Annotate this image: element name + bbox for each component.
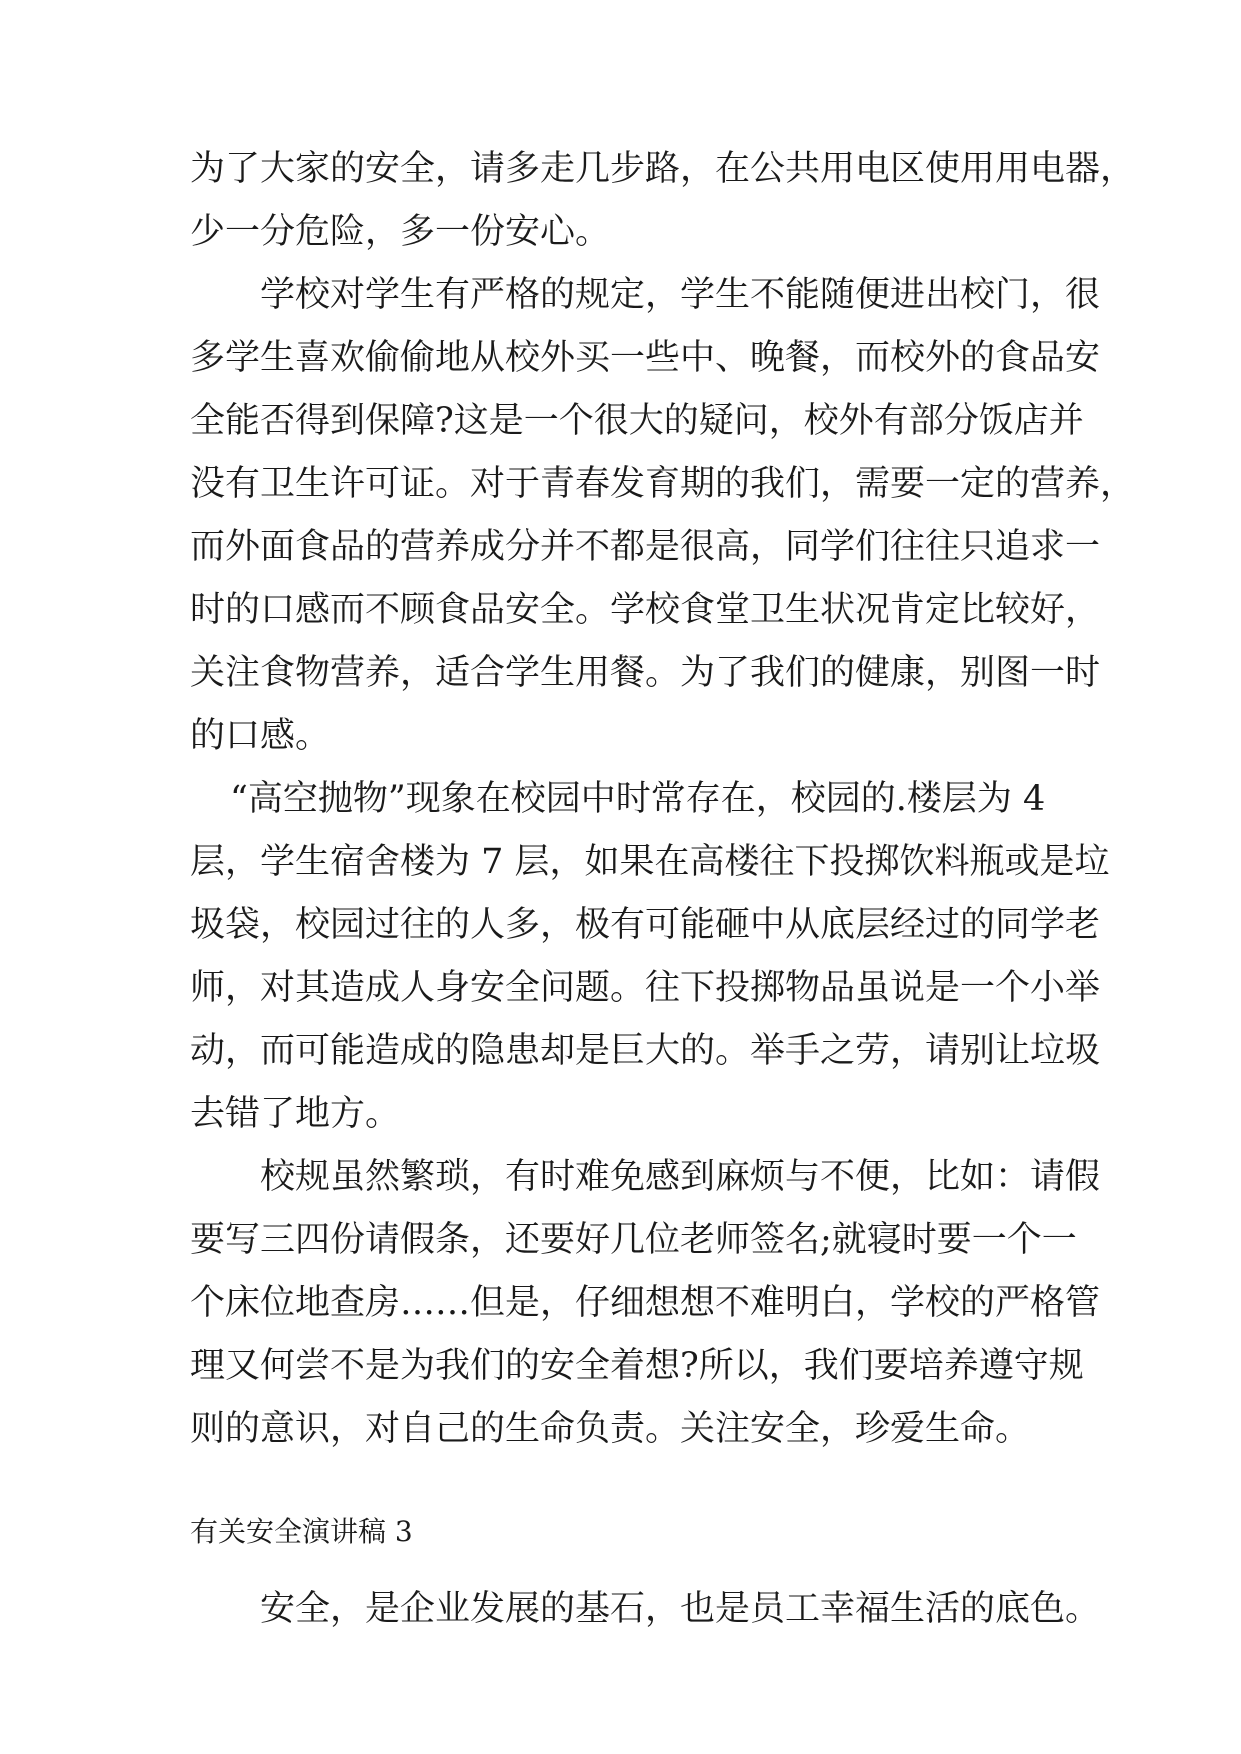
paragraph-line: 学校对学生有严格的规定，学生不能随便进出校门，很 xyxy=(260,275,1101,315)
paragraph-line: 圾袋，校园过往的人多，极有可能砸中从底层经过的同学老 xyxy=(190,905,1101,945)
paragraph-line: 为了大家的安全，请多走几步路，在公共用电区使用用电器， xyxy=(190,149,1136,189)
paragraph-line: 多学生喜欢偷偷地从校外买一些中、晚餐，而校外的食品安 xyxy=(190,338,1101,378)
paragraph-line: 去错了地方。 xyxy=(190,1094,401,1134)
paragraph-1 xyxy=(190,138,1136,264)
paragraph-line: 的口感。 xyxy=(190,716,331,756)
paragraph-line: 理又何尝不是为我们的安全着想?所以，我们要培养遵守规 xyxy=(190,1346,1084,1386)
section-title: 有关安全演讲稿 3 xyxy=(190,1515,413,1548)
paragraph-line: 全能否得到保障?这是一个很大的疑问，校外有部分饭店并 xyxy=(190,401,1084,441)
paragraph-line: 则的意识，对自己的生命负责。关注安全，珍爱生命。 xyxy=(190,1409,1031,1449)
paragraph-line: 动，而可能造成的隐患却是巨大的。举手之劳，请别让垃圾 xyxy=(190,1031,1101,1071)
paragraph-line: 少一分危险，多一份安心。 xyxy=(190,212,611,252)
paragraph-5 xyxy=(190,1578,1101,1641)
paragraph-line: 校规虽然繁琐，有时难免感到麻烦与不便，比如：请假 xyxy=(260,1157,1101,1197)
paragraph-line: 师，对其造成人身安全问题。往下投掷物品虽说是一个小举 xyxy=(190,968,1101,1008)
paragraph-line: 没有卫生许可证。对于青春发育期的我们，需要一定的营养， xyxy=(190,464,1136,504)
paragraph-line: “高空抛物”现象在校园中时常存在，校园的.楼层为 4 xyxy=(230,779,1046,819)
paragraph-line: 而外面食品的营养成分并不都是很高，同学们往往只追求一 xyxy=(190,527,1101,567)
paragraph-3 xyxy=(190,768,1110,1146)
paragraph-line: 个床位地查房……但是，仔细想想不难明白，学校的严格管 xyxy=(190,1283,1101,1323)
paragraph-line: 时的口感而不顾食品安全。学校食堂卫生状况肯定比较好， xyxy=(190,590,1101,630)
paragraph-4 xyxy=(190,1146,1101,1461)
paragraph-line: 层，学生宿舍楼为 7 层，如果在高楼往下投掷饮料瓶或是垃 xyxy=(190,842,1110,882)
paragraph-line: 安全，是企业发展的基石，也是员工幸福生活的底色。 xyxy=(260,1589,1101,1629)
section-title-block xyxy=(190,1500,1070,1563)
paragraph-line: 关注食物营养，适合学生用餐。为了我们的健康，别图一时 xyxy=(190,653,1101,693)
paragraph-2 xyxy=(190,264,1136,768)
paragraph-line: 要写三四份请假条，还要好几位老师签名;就寝时要一个一 xyxy=(190,1220,1077,1260)
